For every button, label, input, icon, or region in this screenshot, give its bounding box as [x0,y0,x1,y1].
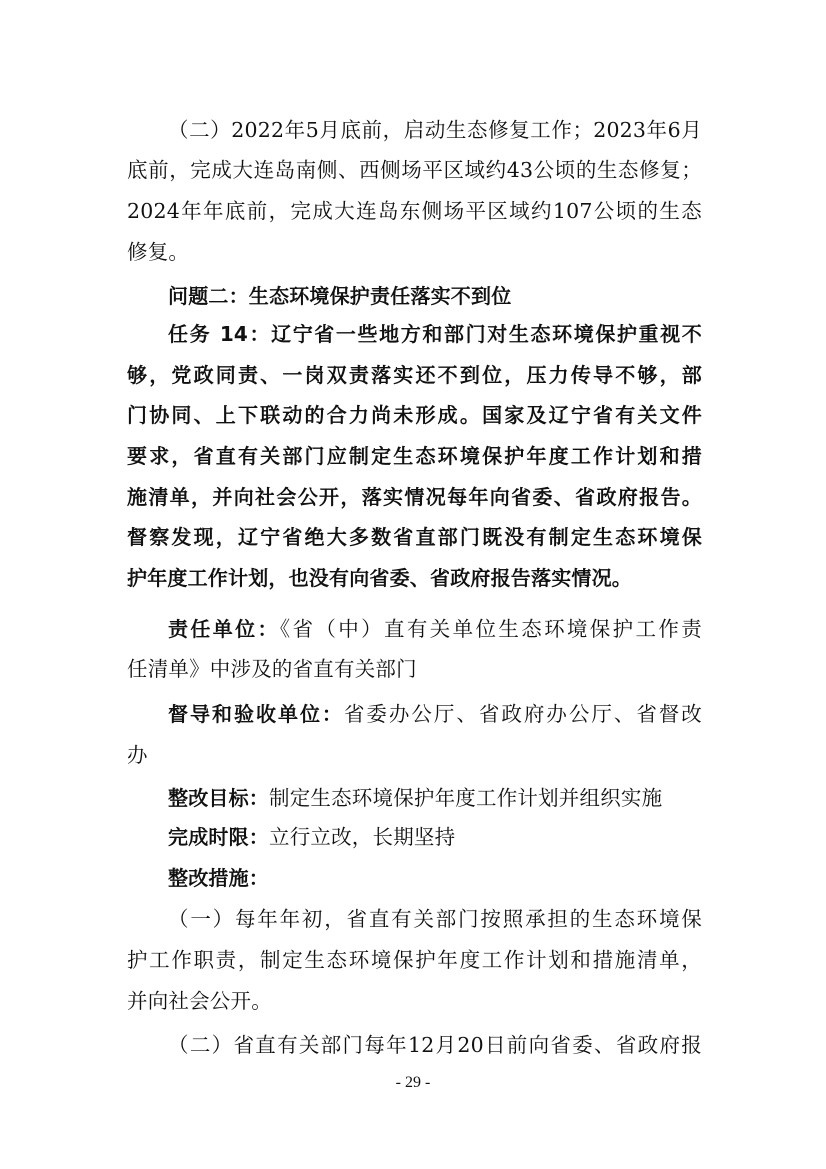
measure-line: （一）每年年初，省直有关部门按照承担的生态环境保 [168,907,702,931]
paragraph-line: 修复。 [127,240,190,264]
supervisor-text: 省委办公厅、省政府办公厅、省督改 [343,702,702,726]
responsible-line [168,614,702,644]
task-line: 施清单，并向社会公开，落实情况每年向省委、省政府报告。 [127,485,702,509]
supervisor-label: 督导和验收单位： [168,702,344,726]
task-line: 督察发现，辽宁省绝大多数省直部门既没有制定生态环境保 [127,525,702,549]
measure-line: （二）省直有关部门每年12月20日前向省委、省政府报 [168,1033,702,1057]
task-line: 护年度工作计划，也没有向省委、省政府报告落实情况。 [127,566,632,590]
task-line: 够，党政同责、一岗双责落实还不到位，压力传导不够，部 [127,363,702,387]
paragraph-line: 底前，完成大连岛南侧、西侧场平区域约43公顷的生态修复； [127,158,702,182]
deadline-label: 完成时限： [168,825,269,849]
measures-heading: 整改措施： [168,866,269,890]
section-heading: 问题二：生态环境保护责任落实不到位 [168,284,512,308]
supervisor-line [168,699,702,729]
responsible-label: 责任单位： [168,617,280,641]
target-text: 制定生态环境保护年度工作计划并组织实施 [269,786,663,810]
measure-line: 护工作职责，制定生态环境保护年度工作计划和措施清单， [127,948,702,972]
responsible-line-2: 任清单》中涉及的省直有关部门 [127,657,417,681]
page-number: - 29 - [395,1074,431,1091]
supervisor-line-2: 办 [127,743,148,767]
responsible-text: 《省（中）直有关单位生态环境保护工作责 [279,617,702,641]
deadline-line [168,822,702,852]
task-line: 要求，省直有关部门应制定生态环境保护年度工作计划和措 [127,444,702,468]
paragraph-line: （二）2022年5月底前，启动生态修复工作；2023年6月 [168,118,702,142]
task-line: 门协同、上下联动的合力尚未形成。国家及辽宁省有关文件 [127,403,702,427]
measure-line: 并向社会公开。 [127,989,272,1013]
target-line [168,783,702,813]
paragraph-line: 2024年年底前，完成大连岛东侧场平区域约107公顷的生态 [127,199,702,223]
task-line: 任务 14：辽宁省一些地方和部门对生态环境保护重视不 [168,322,702,346]
target-label: 整改目标： [168,786,269,810]
deadline-text: 立行立改，长期坚持 [269,825,456,849]
